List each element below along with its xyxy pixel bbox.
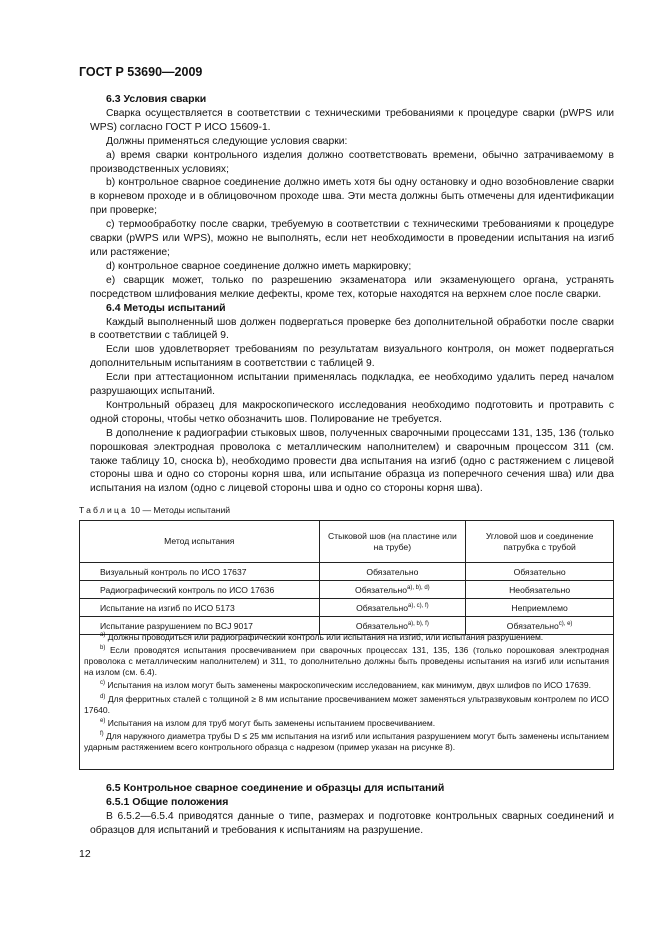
cell-value: Неприемлемо [511,602,568,613]
table-caption-label: Таблица [79,505,129,515]
paragraph: В 6.5.2—6.5.4 приводятся данные о типе, размерах и подготовке контрольных сварных соединений и образцов для испытаний и требования к испытаниям на разрушение. [90,810,614,836]
footnote [84,692,609,716]
footnote-ref: a), b), f) [407,620,429,627]
list-item-b: b) контрольное сварное соединение должно иметь хотя бы одну остановку и одно возобновление сварки в корневом проходе и в облицовочном проходе шва. Эти места должны быть отмечены для идентификации при проверке; [90,177,614,217]
cell-value: Обязательно [513,566,566,577]
butt-weld-cell [319,599,466,617]
footnote [84,643,609,678]
footnote [84,729,609,753]
footnote-text: Должны проводиться или радиографический контроль или испытания на изгиб, или испытания разрушением. [105,631,544,642]
section-6-3-6-4 [90,93,614,496]
section-heading-6-5-1: 6.5.1 Общие положения [106,795,229,808]
table-header-row [80,521,614,563]
footnote-text: Если проводятся испытания просвечиванием при сварочных процессах 131, 135, 136 (только порошковая электродная проволока с металлическим наполнителем) и 311, то дополнительно должны быть проведены испытания на изгиб или испытания на излом (см. 6.4). [84,644,609,678]
paragraph: Каждый выполненный шов должен подвергаться проверке без дополнительной обработки после сварки в соответствии с таблицей 9. [90,316,614,342]
footnote-mark: e) [100,717,106,724]
fillet-weld-cell [466,563,614,581]
table-caption-title: 10 — Методы испытаний [128,505,231,515]
footnote-text: Испытания на излом могут быть заменены макроскопическим исследованием, как минимум, двух шлифов по ИСО 17639. [105,680,591,691]
footnote-ref: c), e) [558,620,573,627]
footnote-mark: d) [100,693,106,700]
list-item-a: а) время сварки контрольного изделия должно соответствовать времени, обычно затрачиваемому в производственных условиях; [90,149,614,175]
paragraph: Контрольный образец для макроскопического исследования необходимо подготовить и протравить с одной стороны, чтобы четко обозначить шов. Полирование не требуется. [90,399,614,425]
paragraph: Если шов удовлетворяет требованиям по результатам визуального контроля, он может подвергаться дополнительным испытаниям в соответствии с таблицей 9. [90,344,614,370]
footnote-mark: a) [100,632,106,638]
butt-weld-cell [319,581,466,599]
table-row [80,581,614,599]
footnote [84,716,609,729]
footnote-text: Испытания на излом для труб могут быть заменены испытанием просвечиванием. [105,717,436,728]
paragraph: Сварка осуществляется в соответствии с техническими требованиями к процедуре сварки (pWPS или WPS) согласно ГОСТ Р ИСО 15609-1. [90,107,614,133]
cell-value: Необязательно [509,584,571,595]
cell-value: Обязательно [356,602,409,613]
section-heading-6-4: 6.4 Методы испытаний [106,301,226,314]
fillet-weld-cell [466,599,614,617]
paragraph: В дополнение к радиографии стыковых швов, полученных сварочными процессами 131, 135, 136 (только порошковая электродная проволока с металлическим наполнителем) и сварочным процессом 311 (см. также таблицу 10, сноска b), необходимо провести два испытания на изгиб (одно с растяжением с лицевой стороны шва и одно со стороны корня шва, или испытание образца из поперечного сечения шва) или два испытания на излом (одно с лицевой стороны шва и одно со стороны корня шва). [90,427,614,495]
cell-value: Обязательно [366,566,419,577]
table-caption [79,505,230,515]
column-header: Метод испытания [80,521,320,563]
column-header: Стыковой шов (на пластине или на трубе) [319,521,466,563]
footnote-ref: a), b), d) [407,584,430,591]
footnote-mark: f) [100,730,104,737]
butt-weld-cell [319,563,466,581]
table-row [80,563,614,581]
fillet-weld-cell [466,581,614,599]
footnote-mark: c) [100,680,105,687]
table-row [80,599,614,617]
footnote-mark: b) [100,645,106,652]
paragraph: Если при аттестационном испытании применялась подкладка, ее необходимо удалить перед началом разрушающих испытаний. [90,372,614,398]
list-item-d: d) контрольное сварное соединение должно иметь маркировку; [106,260,412,272]
cell-value: Обязательно [355,584,407,595]
footnote [84,630,609,643]
cell-value: Обязательно [506,620,559,631]
page-number: 12 [79,848,91,860]
list-item-c: c) термообработку после сварки, требуемую в соответствии с техническими требованиями к процедуре сварки (pWPS или WPS), можно не выполнять, если нет необходимости в проведении испытания на изгиб или растяжение; [90,219,614,258]
table-footnotes [79,627,614,770]
cell-value: Обязательно [355,620,408,631]
column-header: Угловой шов и соединение патрубка с трубой [466,521,614,563]
document-header: ГОСТ Р 53690—2009 [79,65,203,79]
section-6-5 [90,782,614,838]
footnote-text: Для наружного диаметра трубы D ≤ 25 мм испытания на изгиб или испытания разрушением могут быть заменены испытанием ударным растяжением всего контрольного образца с надрезом (пример указан на рисунке 8). [84,730,609,752]
section-heading-6-3: 6.3 Условия сварки [106,93,207,105]
list-item-e: е) сварщик может, только по разрешению экзаменатора или экзаменующего органа, устранять посредством шлифования мелкие дефекты, кроме тех, которые находятся на верхнем слое после сварки. [90,274,614,300]
method-cell: Визуальный контроль по ИСО 17637 [80,563,320,581]
section-heading-6-5: 6.5 Контрольное сварное соединение и образцы для испытаний [106,782,445,794]
method-cell: Испытание разрушением по BCJ 9017 [80,617,320,635]
footnote-text: Для ферритных сталей с толщиной ≥ 8 мм испытание просвечиванием может заменяться ультразвуковым контролем по ИСО 17640. [84,693,609,715]
footnote [84,678,609,691]
paragraph: Должны применяться следующие условия сварки: [106,135,348,147]
footnote-ref: a), c), f) [408,602,429,609]
test-methods-table [79,520,614,635]
method-cell: Испытание на изгиб по ИСО 5173 [80,599,320,617]
method-cell: Радиографический контроль по ИСО 17636 [80,581,320,599]
